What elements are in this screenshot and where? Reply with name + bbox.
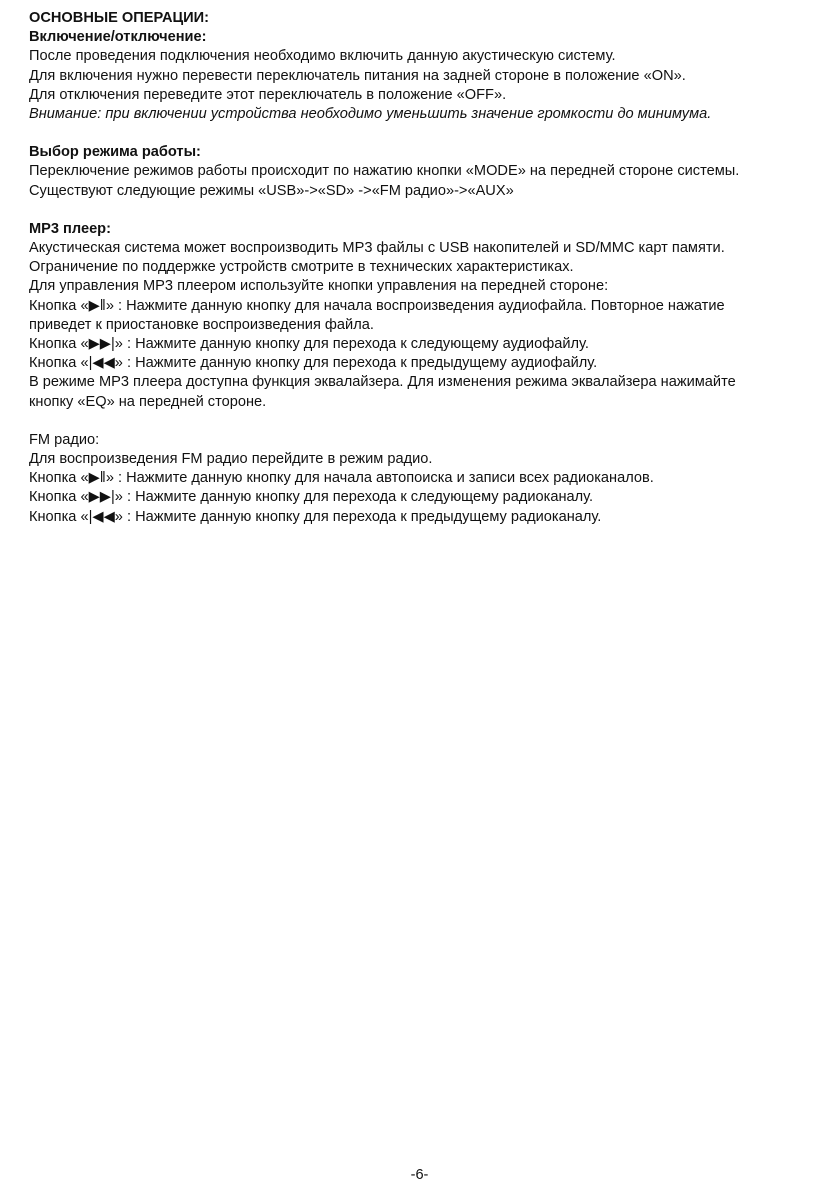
- section-mode-select: [29, 143, 819, 201]
- text-line: Для отключения переведите этот переключатель в положение «OFF».: [29, 86, 507, 103]
- section-title-basic: ОСНОВНЫЕ ОПЕРАЦИИ:: [29, 10, 209, 26]
- section-fm-radio: [29, 431, 819, 527]
- section-title-fm: FM радио:: [29, 431, 100, 448]
- text-line: Кнопка «▶▶|» : Нажмите данную кнопку для перехода к следующему аудиофайлу.: [29, 336, 589, 353]
- text-line: Кнопка «▶▶|» : Нажмите данную кнопку для перехода к следующему радиоканалу.: [29, 489, 594, 506]
- text-line: В режиме MP3 плеера доступна функция эквалайзера. Для изменения режима эквалайзера нажимайте: [29, 374, 736, 391]
- text-line: приведет к приостановке воспроизведения файла.: [29, 316, 374, 333]
- spacer: [29, 201, 819, 220]
- text-line: Для включения нужно перевести переключатель питания на задней стороне в положение «ON».: [29, 67, 686, 84]
- section-title-mp3: MP3 плеер:: [29, 220, 111, 237]
- warning-text: Внимание: при включении устройства необходимо уменьшить значение громкости до минимума.: [29, 106, 712, 123]
- text-line: Переключение режимов работы происходит по нажатию кнопки «MODE» на передней стороне системы.: [29, 163, 740, 180]
- text-line: Существуют следующие режимы «USB»->«SD» ->«FM радио»->«AUX»: [29, 182, 514, 199]
- document-page: [29, 9, 819, 527]
- subsection-title-power: Включение/отключение:: [29, 29, 207, 46]
- text-line: Акустическая система может воспроизводить MP3 файлы с USB накопителей и SD/MMC карт памяти.: [29, 240, 725, 257]
- text-line: Кнопка «▶‖» : Нажмите данную кнопку для начала воспроизведения аудиофайла. Повторное нажатие: [29, 297, 725, 314]
- spacer: [29, 412, 819, 431]
- text-line: Кнопка «|◀◀» : Нажмите данную кнопку для перехода к предыдущему радиоканалу.: [29, 508, 602, 525]
- spacer: [29, 124, 819, 143]
- section-basic-operations: [29, 9, 819, 124]
- text-line: Для управления MP3 плеером используйте кнопки управления на передней стороне:: [29, 278, 609, 295]
- text-line: Кнопка «▶‖» : Нажмите данную кнопку для начала автопоиска и записи всех радиоканалов.: [29, 470, 654, 487]
- text-line: Для воспроизведения FM радио перейдите в режим радио.: [29, 451, 433, 468]
- text-line: Ограничение по поддержке устройств смотрите в технических характеристиках.: [29, 259, 574, 276]
- text-line: Кнопка «|◀◀» : Нажмите данную кнопку для перехода к предыдущему аудиофайлу.: [29, 355, 598, 372]
- page-number: -6-: [410, 1167, 429, 1183]
- text-line: После проведения подключения необходимо включить данную акустическую систему.: [29, 48, 616, 65]
- section-title-mode: Выбор режима работы:: [29, 144, 201, 161]
- section-mp3-player: [29, 220, 819, 412]
- text-line: кнопку «EQ» на передней стороне.: [29, 393, 267, 410]
